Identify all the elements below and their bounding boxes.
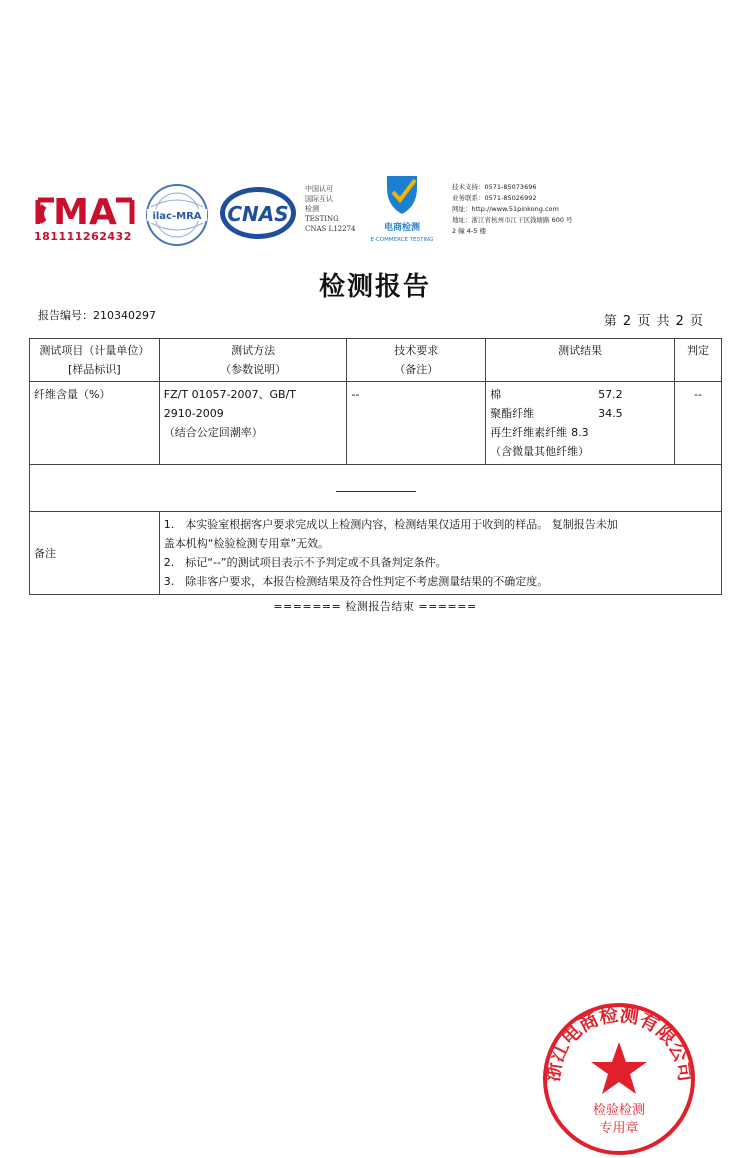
note-line: 盖本机构“检验检测专用章”无效。: [163, 537, 330, 550]
svg-text:ilac-MRA: ilac-MRA: [152, 211, 202, 222]
header-result: 测试结果: [486, 339, 675, 382]
result-name: 棉: [490, 388, 502, 401]
result-note: （含微量其他纤维）: [490, 445, 590, 458]
note-line: 1. 本实验室根据客户要求完成以上检测内容，检测结果仅适用于收到的样品。 复制报告未加: [163, 518, 618, 531]
ecom-sub: E-COMMERCE TESTING: [370, 237, 434, 243]
result-value: 57.2: [598, 388, 623, 401]
contact-line: 业务联系：0571-85026992: [452, 194, 537, 202]
cnas-line: 检测: [305, 205, 319, 213]
ecom-label: 电商检测: [383, 223, 421, 233]
seal-ring-text: 浙江电商检测有限公司: [541, 1003, 697, 1083]
cnas-logo: [218, 185, 298, 241]
results-table: [29, 338, 722, 595]
cnas-line: TESTING: [305, 215, 339, 223]
report-title: 检测报告: [318, 272, 431, 302]
header-judgement: 判定: [675, 339, 722, 382]
contact-line: 2 幢 4-5 楼: [452, 227, 486, 235]
result-name: 再生纤维素纤维: [490, 426, 568, 439]
notes-row: [30, 512, 722, 595]
ilac-mra-logo: [145, 183, 209, 247]
official-seal: [540, 1000, 698, 1158]
cnas-text: [305, 184, 355, 234]
cma-number: 181111262432: [34, 230, 132, 243]
result-line: [490, 385, 670, 404]
svg-text:MA: MA: [53, 192, 117, 233]
cnas-line: 国际互认: [305, 195, 333, 203]
svg-text:CNAS: CNAS: [227, 202, 289, 226]
cnas-line: CNAS L12274: [305, 225, 356, 233]
header-method-line2: （参数说明）: [220, 363, 287, 376]
page-info: 第 2 页 共 2 页: [603, 314, 704, 329]
method-line2: 2910-2009: [163, 407, 224, 420]
result-value: 8.3: [571, 426, 589, 439]
separator-line: [336, 491, 416, 492]
seal-line2: 专用章: [599, 1121, 639, 1136]
contact-line: 网址：http://www.51pinkong.com: [452, 205, 559, 213]
seal-star-icon: [591, 1042, 647, 1094]
note-line: 3. 除非客户要求，本报告检测结果及符合性判定不考虑测量结果的不确定度。: [163, 575, 549, 588]
contact-line: 地址：浙江省杭州市江干区钱塘路 600 号: [452, 216, 573, 224]
cnas-line: 中国认可: [305, 185, 333, 193]
header-item-line2: [样品标识]: [68, 363, 121, 376]
report-number: 报告编号：210340297: [38, 309, 156, 322]
row-judgement: --: [675, 382, 722, 465]
header-req-line1: 技术要求: [394, 344, 439, 357]
note-line: 2. 标记“--”的测试项目表示不予判定或不具备判定条件。: [163, 556, 447, 569]
result-name: 聚酯纤维: [490, 407, 535, 420]
separator-row: [30, 465, 722, 512]
report-end-marker: ======= 检测报告结束 ======: [273, 600, 477, 613]
header-item: [30, 339, 160, 382]
header-method-line1: 测试方法: [231, 344, 276, 357]
header-req-line2: （备注）: [394, 363, 439, 376]
row-results: [486, 382, 675, 465]
table-row: [30, 382, 722, 465]
seal-line1: 检验检测: [592, 1103, 646, 1118]
method-line3: （结合公定回潮率）: [163, 426, 263, 439]
result-line: [490, 404, 670, 423]
contact-line: 技术支持：0571-85073696: [452, 183, 537, 191]
table-header-row: [30, 339, 722, 382]
ecommerce-testing-logo: [365, 172, 439, 244]
header-requirement: [347, 339, 486, 382]
result-line: [490, 423, 670, 442]
row-requirement: --: [347, 382, 486, 465]
row-method: [159, 382, 347, 465]
notes-label: 备注: [30, 512, 160, 595]
header-method: [159, 339, 347, 382]
row-item: 纤维含量（%）: [30, 382, 160, 465]
header-item-line1: 测试项目（计量单位）: [39, 344, 150, 357]
method-line1: FZ/T 01057-2007、GB/T: [163, 388, 297, 401]
contact-info: [452, 182, 573, 237]
result-value: 34.5: [598, 407, 623, 420]
separator-cell: [30, 465, 722, 512]
notes-content: [159, 512, 721, 595]
